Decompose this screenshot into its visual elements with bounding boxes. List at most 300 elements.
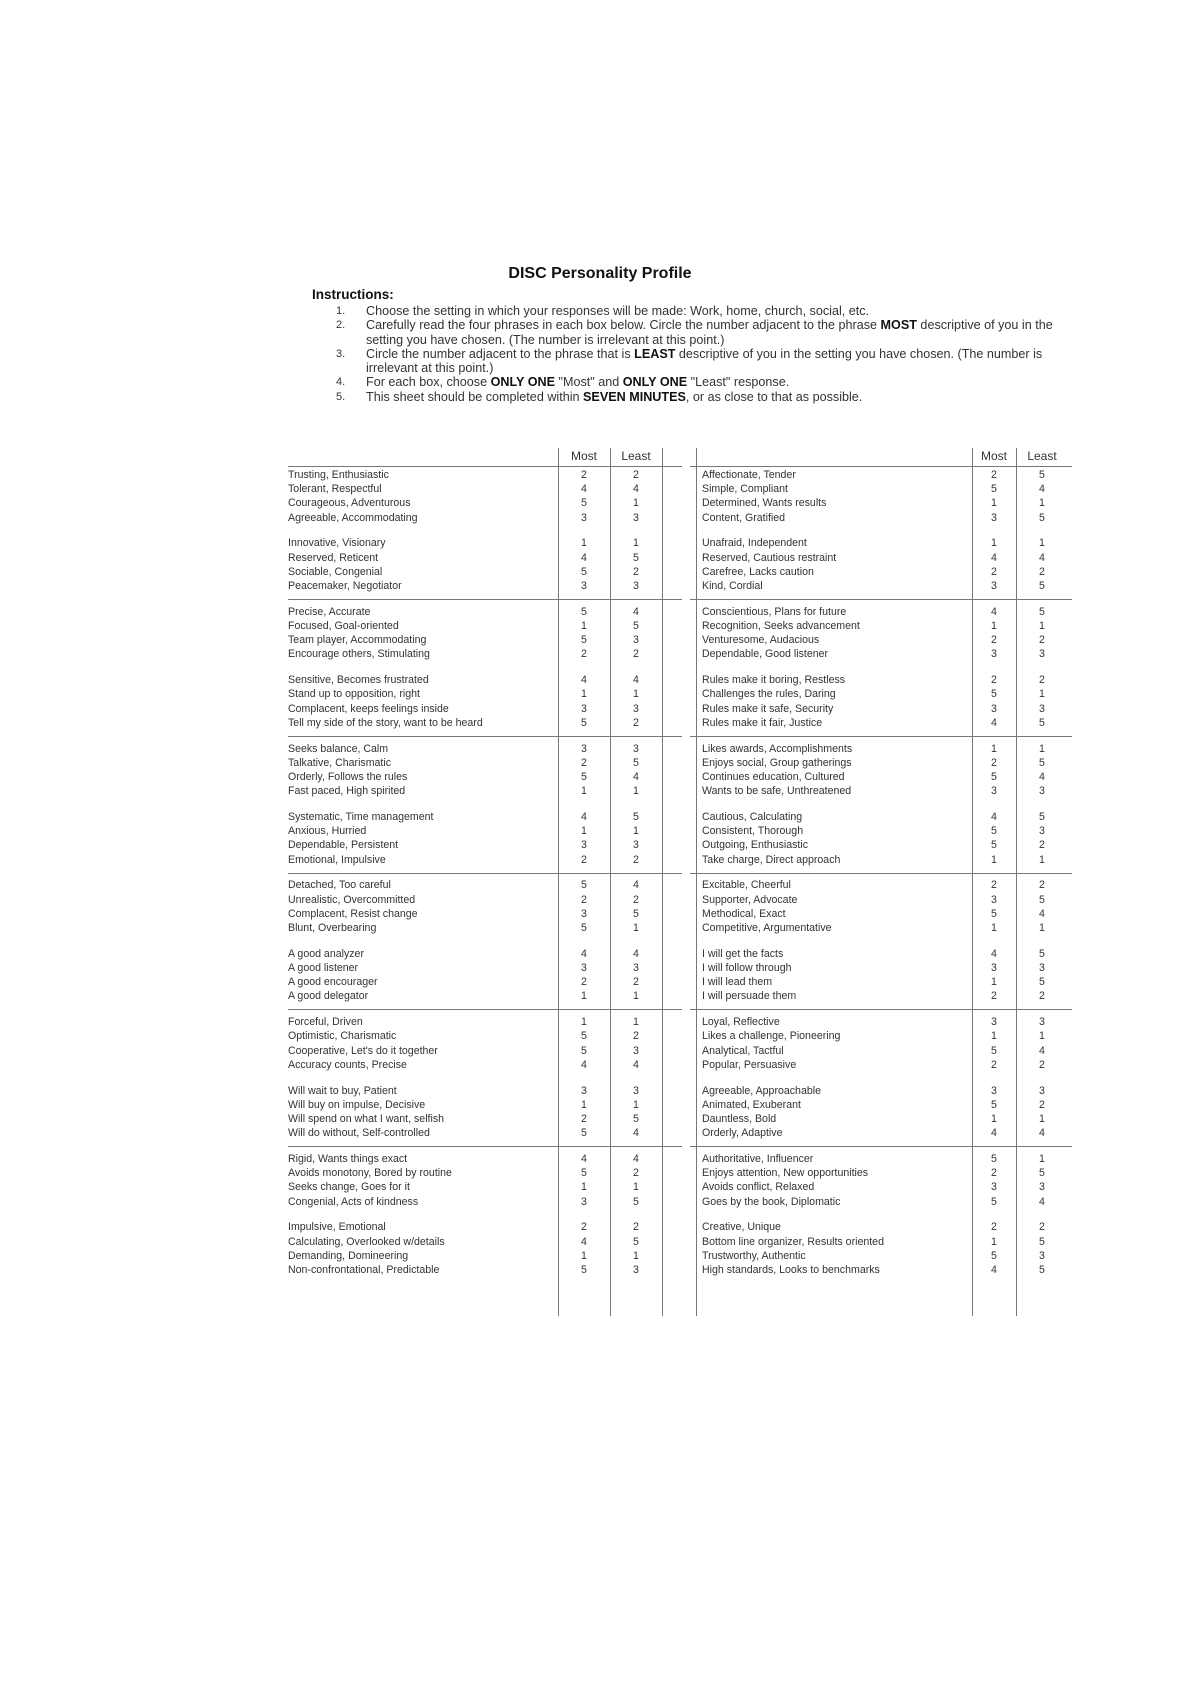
most-number[interactable]: 2 [581,893,587,906]
most-number[interactable]: 3 [991,702,997,715]
least-number[interactable]: 3 [1039,1181,1045,1194]
least-number[interactable]: 4 [633,879,639,892]
phrase-text: Creative, Unique [702,1221,781,1234]
item-row [288,947,682,961]
most-number[interactable]: 4 [581,551,587,564]
item-row [690,1195,1072,1209]
item-row [288,1058,682,1072]
least-number[interactable]: 1 [633,921,639,934]
most-number[interactable]: 5 [581,770,587,783]
item-row [288,565,682,579]
item-row [690,784,1072,798]
phrase-text: Courageous, Adventurous [288,497,411,510]
most-number[interactable]: 1 [991,537,997,550]
most-number[interactable]: 4 [991,1263,997,1276]
least-number[interactable]: 4 [1039,907,1045,920]
phrase-text: Popular, Persuasive [702,1058,797,1071]
item-row [690,961,1072,975]
least-number[interactable]: 4 [1039,551,1045,564]
phrase-text: Optimistic, Charismatic [288,1030,397,1043]
item-row [690,1263,1072,1277]
least-number[interactable]: 3 [633,1084,639,1097]
most-number[interactable]: 5 [581,1030,587,1043]
most-number[interactable]: 5 [991,770,997,783]
phrase-text: Trusting, Enthusiastic [288,469,389,481]
most-number[interactable]: 2 [991,1167,997,1180]
item-box [288,1220,682,1277]
instruction-item [336,390,1056,404]
least-number[interactable]: 3 [1039,785,1045,798]
item-row [690,893,1072,907]
item-row [288,1044,682,1058]
least-number[interactable]: 3 [633,579,639,592]
least-number[interactable]: 1 [1039,853,1045,866]
phrase-text: Methodical, Exact [702,907,786,920]
item-row [288,1166,682,1180]
most-number[interactable]: 4 [581,1058,587,1071]
most-number[interactable]: 1 [581,619,587,632]
most-number[interactable]: 3 [581,1084,587,1097]
phrase-text: A good encourager [288,976,378,989]
least-number[interactable]: 5 [633,619,639,632]
item-row [690,1152,1072,1166]
item-row [690,921,1072,935]
least-number[interactable]: 1 [633,1098,639,1111]
phrase-text: Excitable, Cheerful [702,879,791,892]
box-separator [288,1009,682,1010]
least-number[interactable]: 1 [1039,1030,1045,1043]
box-separator [690,1009,1072,1010]
least-number[interactable]: 2 [1039,839,1045,852]
least-number[interactable]: 3 [1039,961,1045,974]
most-number[interactable]: 1 [991,1235,997,1248]
item-row [288,1112,682,1126]
least-number[interactable]: 4 [633,770,639,783]
item-row [288,1180,682,1194]
phrase-text: Continues education, Cultured [702,770,845,783]
most-number[interactable]: 5 [991,907,997,920]
phrase-text: Dependable, Persistent [288,839,399,852]
least-number[interactable]: 4 [633,605,639,618]
most-number[interactable]: 2 [991,879,997,892]
least-number[interactable]: 3 [633,839,639,852]
instruction-number: 4. [336,376,346,389]
phrase-text: Will wait to buy, Patient [288,1084,397,1097]
least-number[interactable]: 3 [633,634,639,647]
instruction-text: Carefully read the four phrases in each box below. Circle the number adjacent to the phrase MOST descriptive of you in the setting you have chosen. (The number is irrelevant at this point.) [366,318,1053,347]
most-number[interactable]: 2 [581,648,587,661]
least-number[interactable]: 5 [1039,716,1045,729]
most-number[interactable]: 3 [581,511,587,524]
most-number[interactable]: 2 [581,756,587,769]
least-number[interactable]: 5 [1039,605,1045,618]
most-number[interactable]: 2 [991,674,997,687]
least-number[interactable]: 1 [1039,619,1045,632]
least-number[interactable]: 2 [633,565,639,578]
least-number[interactable]: 2 [633,853,639,866]
item-row [690,1235,1072,1249]
box-separator [690,599,1072,600]
least-number[interactable]: 1 [633,497,639,510]
most-number[interactable]: 1 [581,1181,587,1194]
least-number[interactable]: 1 [1039,688,1045,701]
least-number[interactable]: 1 [1039,1112,1045,1125]
item-row [288,496,682,510]
phrase-text: Focused, Goal-oriented [288,619,399,632]
phrase-text: Cautious, Calculating [702,811,803,823]
most-number[interactable]: 1 [991,1030,997,1043]
most-number[interactable]: 1 [581,1016,587,1029]
least-number[interactable]: 5 [1039,947,1045,960]
phrase-text: A good delegator [288,990,369,1003]
most-number[interactable]: 2 [581,976,587,989]
most-number[interactable]: 5 [991,1098,997,1111]
phrase-text: Take charge, Direct approach [702,853,841,866]
most-number[interactable]: 3 [581,907,587,920]
most-number[interactable]: 3 [991,1181,997,1194]
least-number[interactable]: 5 [1039,511,1045,524]
most-number[interactable]: 1 [991,853,997,866]
most-number[interactable]: 1 [581,1098,587,1111]
least-number[interactable]: 1 [1039,1153,1045,1165]
most-number[interactable]: 5 [581,634,587,647]
item-row [288,482,682,496]
phrase-text: Recognition, Seeks advancement [702,619,860,632]
item-box [288,1152,682,1209]
least-number[interactable]: 5 [633,1235,639,1248]
most-number[interactable]: 5 [991,1153,997,1165]
most-number[interactable]: 5 [581,1263,587,1276]
phrase-text: High standards, Looks to benchmarks [702,1263,880,1276]
most-number[interactable]: 2 [991,634,997,647]
least-number[interactable]: 4 [1039,1195,1045,1208]
most-number[interactable]: 5 [581,497,587,510]
most-number[interactable]: 5 [581,716,587,729]
least-number[interactable]: 5 [1039,893,1045,906]
phrase-text: Consistent, Thorough [702,825,804,838]
least-number[interactable]: 2 [633,893,639,906]
item-row [690,673,1072,687]
most-number[interactable]: 1 [581,537,587,550]
least-number[interactable]: 1 [1039,497,1045,510]
least-number[interactable]: 2 [633,716,639,729]
most-number[interactable]: 4 [581,483,587,496]
least-number[interactable]: 1 [1039,742,1045,755]
most-number[interactable]: 5 [991,825,997,838]
most-number[interactable]: 2 [581,853,587,866]
least-number[interactable]: 1 [633,1181,639,1194]
most-number[interactable]: 2 [991,756,997,769]
least-number[interactable]: 3 [1039,702,1045,715]
phrase-text: Challenges the rules, Daring [702,688,836,701]
most-number[interactable]: 4 [581,947,587,960]
least-number[interactable]: 3 [1039,1249,1045,1262]
most-number[interactable]: 2 [581,1112,587,1125]
item-row [690,536,1072,550]
least-number[interactable]: 3 [1039,1016,1045,1029]
item-row [288,742,682,756]
most-number[interactable]: 1 [581,1249,587,1262]
most-number[interactable]: 3 [581,839,587,852]
instruction-item [336,304,1056,318]
most-number[interactable]: 3 [991,785,997,798]
most-number[interactable]: 1 [581,688,587,701]
least-number[interactable]: 5 [1039,1167,1045,1180]
item-row [690,989,1072,1003]
least-number[interactable]: 3 [1039,1084,1045,1097]
item-row [690,579,1072,593]
instruction-number: 2. [336,319,346,332]
item-box [288,673,682,730]
item-box [690,1152,1072,1209]
phrase-text: Conscientious, Plans for future [702,605,847,618]
most-number[interactable]: 1 [991,619,997,632]
least-number[interactable]: 2 [1039,1221,1045,1234]
item-row [690,810,1072,824]
least-number[interactable]: 2 [1039,674,1045,687]
instruction-item [336,318,1056,347]
item-box [288,536,682,593]
phrase-text: Rigid, Wants things exact [288,1153,408,1165]
most-number[interactable]: 3 [991,579,997,592]
phrase-text: Content, Gratified [702,511,786,524]
least-number[interactable]: 2 [1039,990,1045,1003]
most-number[interactable]: 2 [581,1221,587,1234]
item-box [288,878,682,935]
item-row [690,756,1072,770]
least-number[interactable]: 4 [633,1058,639,1071]
least-number[interactable]: 5 [1039,1235,1045,1248]
item-row [690,1015,1072,1029]
most-number[interactable]: 2 [991,565,997,578]
most-number[interactable]: 3 [991,1016,997,1029]
least-number[interactable]: 2 [633,1030,639,1043]
least-number[interactable]: 2 [1039,879,1045,892]
least-number[interactable]: 4 [1039,483,1045,496]
least-number[interactable]: 2 [1039,634,1045,647]
phrase-text: I will lead them [702,976,773,989]
most-number[interactable]: 3 [581,1195,587,1208]
least-number[interactable]: 4 [1039,770,1045,783]
most-number[interactable]: 5 [991,688,997,701]
least-number[interactable]: 5 [1039,756,1045,769]
phrase-text: Loyal, Reflective [702,1016,780,1029]
most-number[interactable]: 5 [581,921,587,934]
most-number[interactable]: 3 [991,511,997,524]
most-number[interactable]: 3 [991,893,997,906]
item-row [288,1195,682,1209]
phrase-text: Impulsive, Emotional [288,1221,386,1234]
least-number[interactable]: 2 [633,1167,639,1180]
least-number[interactable]: 5 [633,1112,639,1125]
least-number[interactable]: 5 [633,1195,639,1208]
phrase-text: Competitive, Argumentative [702,921,832,934]
phrase-text: Carefree, Lacks caution [702,565,814,578]
least-number[interactable]: 2 [1039,565,1045,578]
most-number[interactable]: 3 [581,961,587,974]
most-number[interactable]: 5 [991,1044,997,1057]
most-number[interactable]: 1 [991,921,997,934]
most-number[interactable]: 5 [581,1044,587,1057]
most-number[interactable]: 1 [581,785,587,798]
least-number[interactable]: 3 [633,742,639,755]
least-number[interactable]: 5 [633,907,639,920]
least-number[interactable]: 4 [633,483,639,496]
least-number[interactable]: 2 [633,469,639,481]
phrase-text: Complacent, keeps feelings inside [288,702,449,715]
item-box [690,742,1072,799]
most-number[interactable]: 5 [581,605,587,618]
least-number[interactable]: 1 [1039,921,1045,934]
most-number[interactable]: 4 [991,716,997,729]
least-number[interactable]: 2 [1039,1098,1045,1111]
most-number[interactable]: 3 [991,648,997,661]
phrase-text: Outgoing, Enthusiastic [702,839,808,852]
least-number[interactable]: 1 [1039,537,1045,550]
least-number[interactable]: 3 [633,1263,639,1276]
item-row [288,756,682,770]
most-column-header: Most [980,449,1007,463]
most-number[interactable]: 1 [991,976,997,989]
phrase-text: Non-confrontational, Predictable [288,1263,440,1276]
most-column-header: Most [570,449,597,463]
most-number[interactable]: 2 [991,1058,997,1071]
most-number[interactable]: 5 [581,1127,587,1140]
phrase-text: I will follow through [702,961,792,974]
item-box [288,810,682,867]
most-number[interactable]: 3 [581,742,587,755]
phrase-text: Peacemaker, Negotiator [288,579,402,592]
least-number[interactable]: 5 [1039,976,1045,989]
least-number[interactable]: 2 [633,648,639,661]
most-number[interactable]: 3 [581,579,587,592]
least-number[interactable]: 4 [633,1153,639,1165]
item-box [690,1220,1072,1277]
phrase-text: Unrealistic, Overcommitted [288,893,416,906]
most-number[interactable]: 2 [991,1221,997,1234]
least-number[interactable]: 5 [633,811,639,823]
item-row [288,1152,682,1166]
most-number[interactable]: 2 [991,469,997,481]
phrase-text: Rules make it boring, Restless [702,674,846,687]
least-number[interactable]: 1 [633,785,639,798]
most-number[interactable]: 4 [581,1235,587,1248]
box-separator [288,873,682,874]
least-number[interactable]: 1 [633,688,639,701]
item-row [690,482,1072,496]
phrase-text: Talkative, Charismatic [288,756,392,769]
least-number[interactable]: 4 [1039,1044,1045,1057]
item-row [690,1180,1072,1194]
most-number[interactable]: 4 [581,674,587,687]
most-number[interactable]: 1 [581,825,587,838]
least-number[interactable]: 2 [633,1221,639,1234]
most-number[interactable]: 1 [991,742,997,755]
instruction-item [336,347,1056,376]
least-number[interactable]: 4 [633,674,639,687]
least-number[interactable]: 3 [1039,825,1045,838]
phrase-text: Will do without, Self-controlled [288,1127,430,1140]
item-row [288,961,682,975]
item-box [690,536,1072,593]
most-number[interactable]: 2 [991,990,997,1003]
most-number[interactable]: 4 [991,605,997,618]
most-number[interactable]: 1 [581,990,587,1003]
item-row [690,1044,1072,1058]
right-table [690,448,1072,1316]
item-row [690,907,1072,921]
phrase-text: Supporter, Advocate [702,893,798,906]
phrase-text: Tolerant, Respectful [288,483,382,496]
item-row [690,565,1072,579]
least-number[interactable]: 1 [633,990,639,1003]
least-number[interactable]: 3 [1039,648,1045,661]
least-number[interactable]: 3 [633,511,639,524]
least-number[interactable]: 4 [633,1127,639,1140]
item-row [690,1112,1072,1126]
most-number[interactable]: 5 [991,1195,997,1208]
most-number[interactable]: 5 [991,483,997,496]
most-number[interactable]: 2 [581,469,587,481]
least-number[interactable]: 5 [1039,1263,1045,1276]
most-number[interactable]: 5 [991,839,997,852]
most-number[interactable]: 4 [991,551,997,564]
item-row [288,687,682,701]
least-number[interactable]: 1 [633,1016,639,1029]
phrase-text: Trustworthy, Authentic [702,1249,806,1262]
item-row [288,1249,682,1263]
box-separator [288,599,682,600]
most-number[interactable]: 5 [581,565,587,578]
least-number[interactable]: 2 [1039,1058,1045,1071]
least-number[interactable]: 3 [633,702,639,715]
item-box [288,1015,682,1072]
most-number[interactable]: 5 [991,1249,997,1262]
item-row [690,975,1072,989]
least-number[interactable]: 5 [633,756,639,769]
least-number[interactable]: 3 [633,961,639,974]
least-number[interactable]: 5 [633,551,639,564]
least-number[interactable]: 4 [633,947,639,960]
most-number[interactable]: 3 [581,702,587,715]
most-number[interactable]: 5 [581,1167,587,1180]
most-number[interactable]: 4 [581,1153,587,1165]
most-number[interactable]: 4 [991,1127,997,1140]
least-number[interactable]: 1 [633,537,639,550]
most-number[interactable]: 1 [991,497,997,510]
phrase-text: Reserved, Reticent [288,551,379,564]
most-number[interactable]: 4 [991,811,997,823]
phrase-text: A good listener [288,961,359,974]
least-number[interactable]: 5 [1039,469,1045,481]
most-number[interactable]: 1 [991,1112,997,1125]
most-number[interactable]: 3 [991,961,997,974]
most-number[interactable]: 3 [991,1084,997,1097]
least-number[interactable]: 1 [633,1249,639,1262]
item-row [288,838,682,852]
least-number[interactable]: 5 [1039,579,1045,592]
item-row [288,1263,682,1277]
most-number[interactable]: 5 [581,879,587,892]
least-number[interactable]: 1 [633,825,639,838]
least-number[interactable]: 5 [1039,811,1045,823]
item-row [288,1126,682,1140]
most-number[interactable]: 4 [581,811,587,823]
least-number[interactable]: 2 [633,976,639,989]
least-number[interactable]: 3 [633,1044,639,1057]
most-number[interactable]: 4 [991,947,997,960]
least-number[interactable]: 4 [1039,1127,1045,1140]
